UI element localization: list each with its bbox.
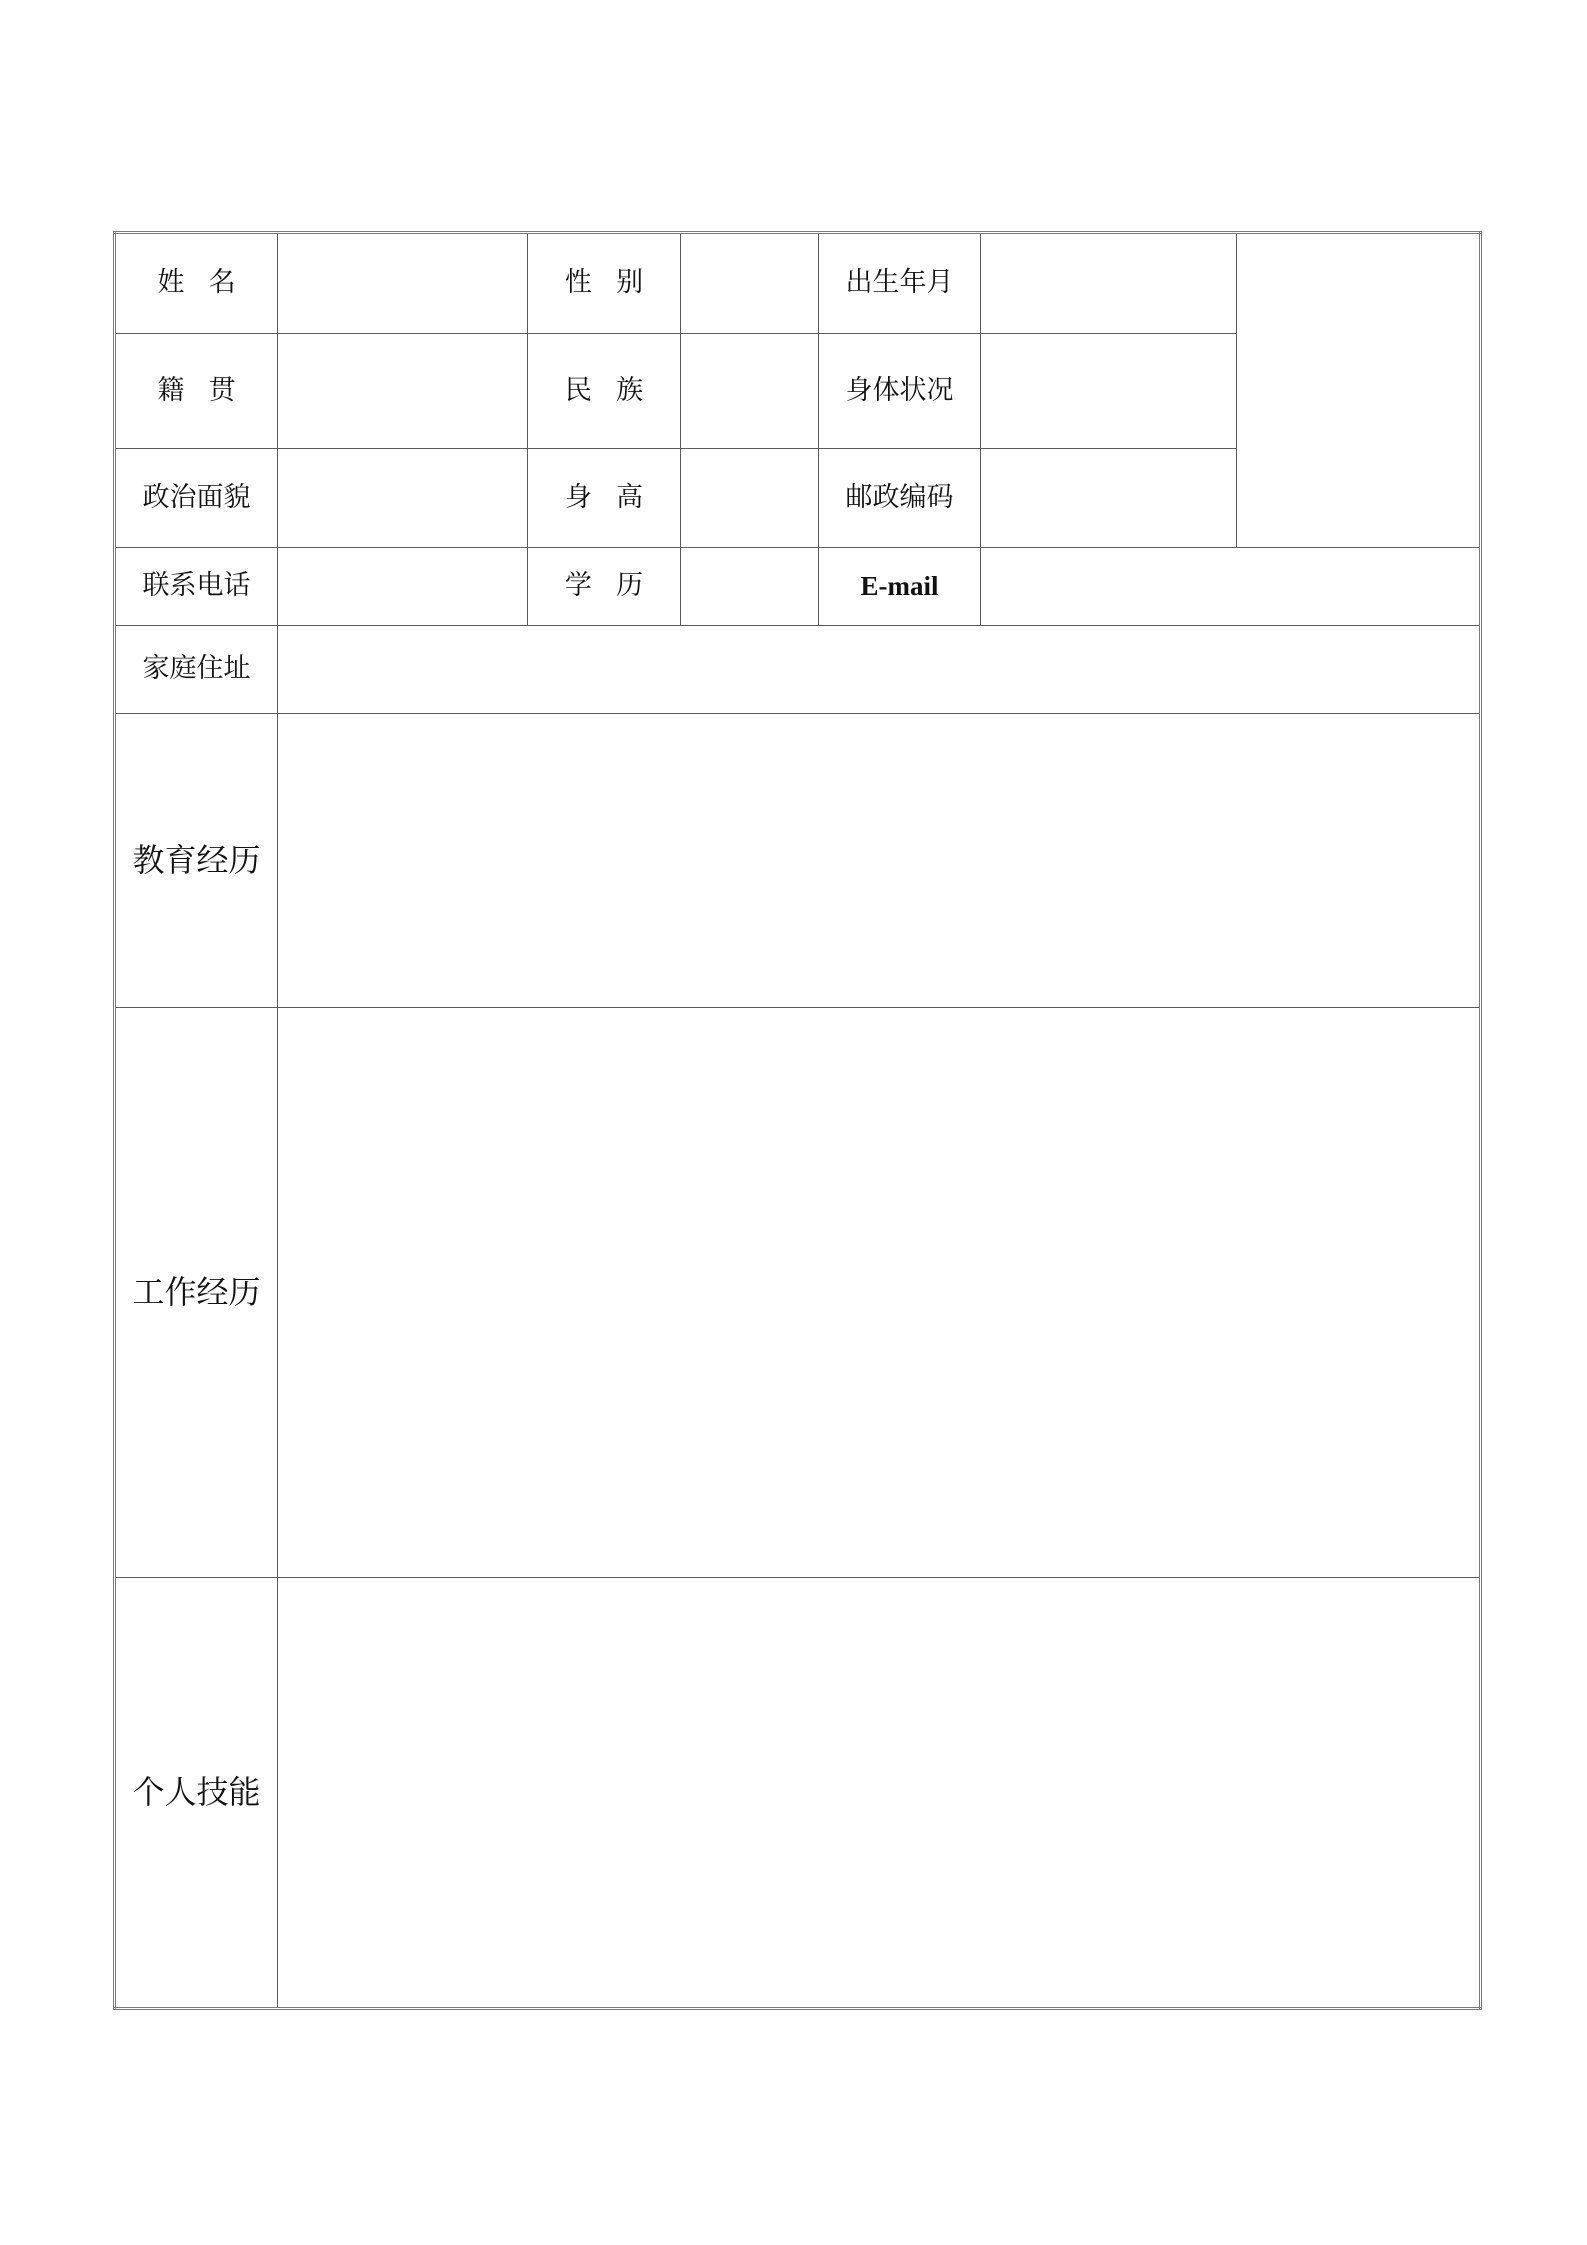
work-history-label: 工作经历 <box>115 1008 278 1578</box>
photo-box[interactable] <box>1237 233 1481 548</box>
name-field[interactable] <box>278 233 528 334</box>
email-field[interactable] <box>981 548 1481 626</box>
native-place-label: 籍贯 <box>115 334 278 449</box>
phone-label: 联系电话 <box>115 548 278 626</box>
education-history-field[interactable] <box>278 714 1481 1008</box>
birth-label: 出生年月 <box>819 233 981 334</box>
skills-field[interactable] <box>278 1578 1481 2009</box>
political-status-field[interactable] <box>278 449 528 548</box>
row-skills <box>115 1578 1481 2009</box>
row-phone <box>115 548 1481 626</box>
postal-code-field[interactable] <box>981 449 1237 548</box>
name-label: 姓名 <box>115 233 278 334</box>
native-place-field[interactable] <box>278 334 528 449</box>
height-field[interactable] <box>681 449 819 548</box>
work-history-field[interactable] <box>278 1008 1481 1578</box>
height-label: 身高 <box>528 449 681 548</box>
health-label: 身体状况 <box>819 334 981 449</box>
political-status-label: 政治面貌 <box>115 449 278 548</box>
row-education-history <box>115 714 1481 1008</box>
ethnicity-field[interactable] <box>681 334 819 449</box>
row-work-history <box>115 1008 1481 1578</box>
address-field[interactable] <box>278 626 1481 714</box>
skills-label: 个人技能 <box>115 1578 278 2009</box>
gender-field[interactable] <box>681 233 819 334</box>
education-level-field[interactable] <box>681 548 819 626</box>
birth-field[interactable] <box>981 233 1237 334</box>
resume-table <box>113 231 1482 2010</box>
row-name <box>115 233 1481 334</box>
phone-field[interactable] <box>278 548 528 626</box>
row-address <box>115 626 1481 714</box>
education-history-label: 教育经历 <box>115 714 278 1008</box>
education-level-label: 学历 <box>528 548 681 626</box>
email-label: E-mail <box>819 548 981 626</box>
health-field[interactable] <box>981 334 1237 449</box>
gender-label: 性别 <box>528 233 681 334</box>
address-label: 家庭住址 <box>115 626 278 714</box>
ethnicity-label: 民族 <box>528 334 681 449</box>
postal-code-label: 邮政编码 <box>819 449 981 548</box>
